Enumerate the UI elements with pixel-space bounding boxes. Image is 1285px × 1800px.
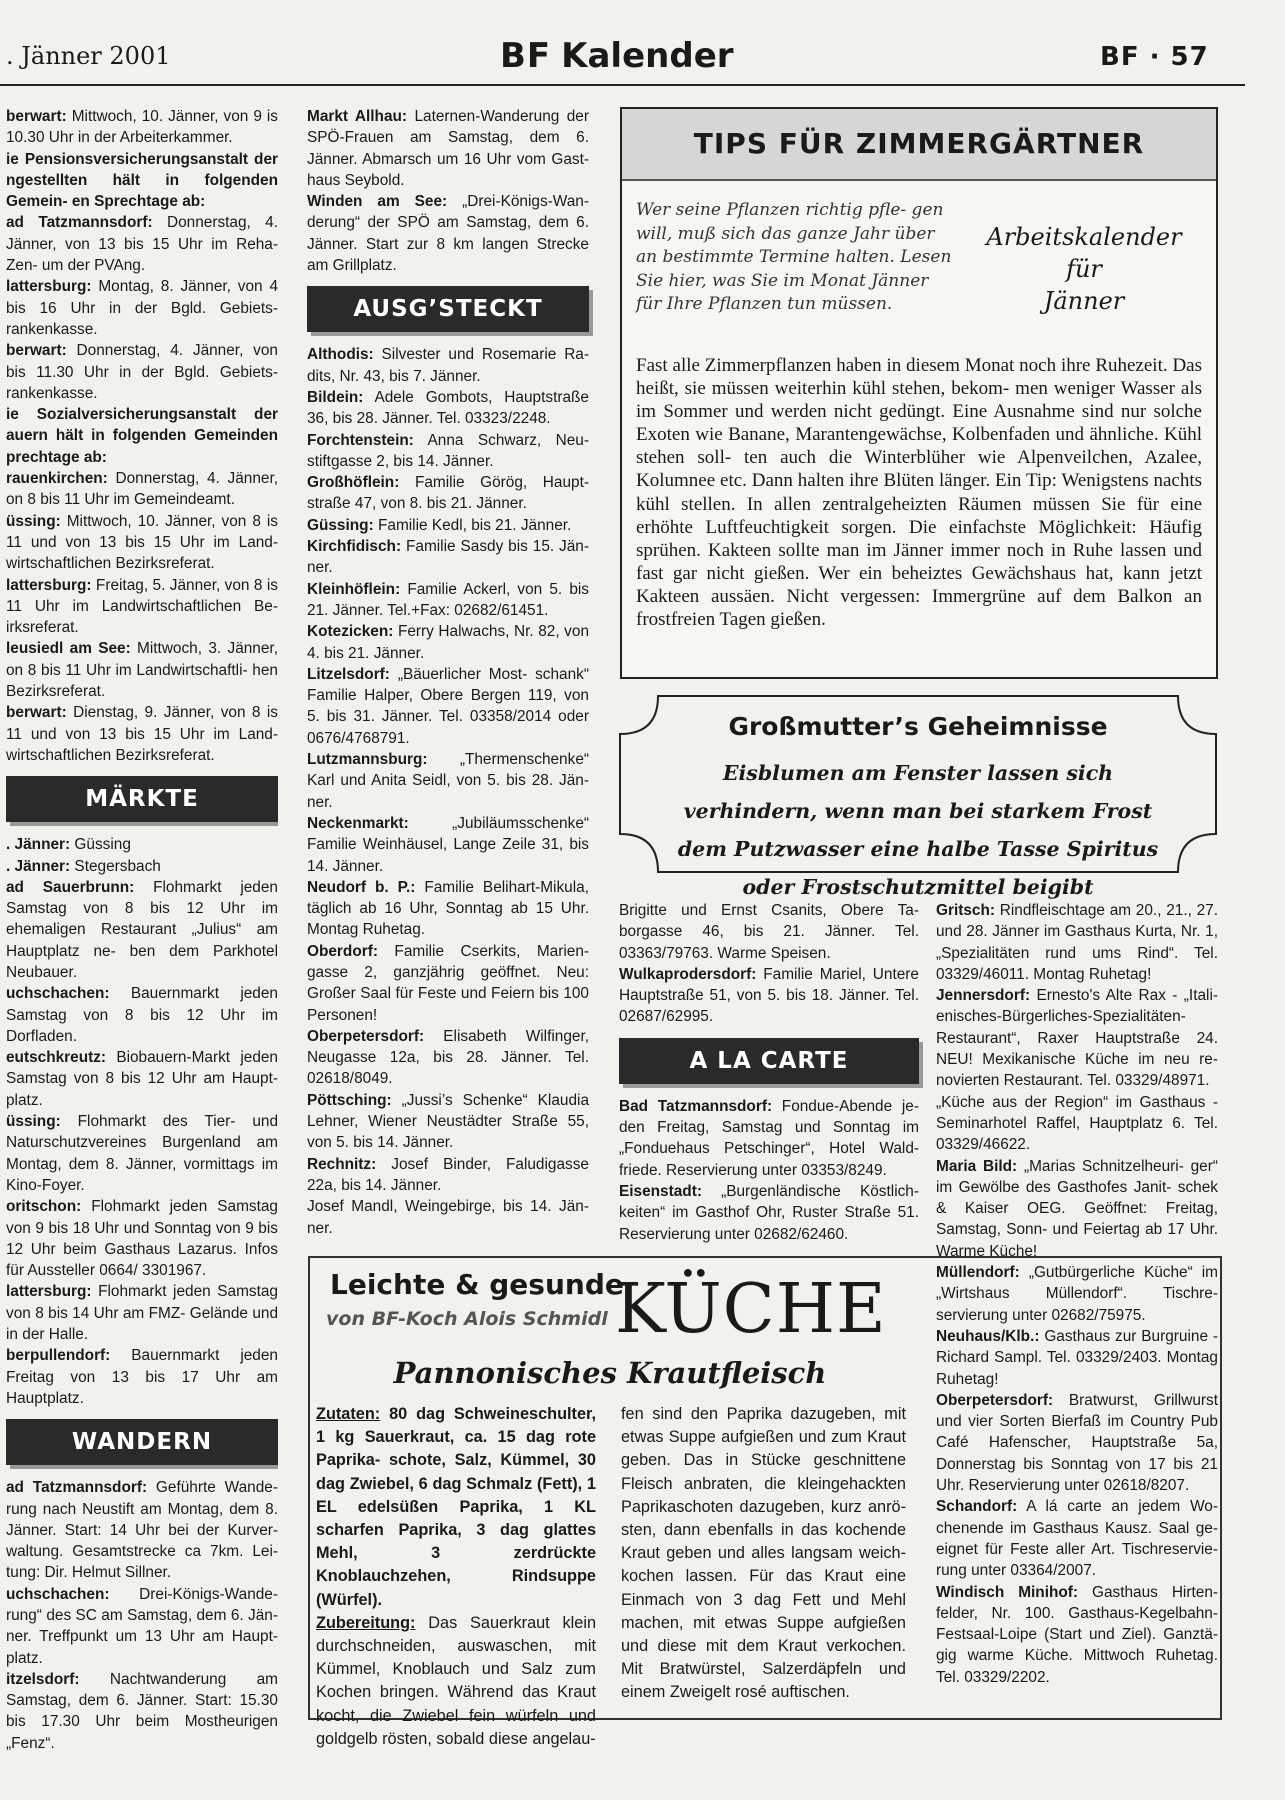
- zubereitung-label: Zubereitung:: [316, 1613, 416, 1632]
- entry-place: ad Tatzmannsdorf:: [6, 214, 153, 232]
- entry: [307, 664, 589, 749]
- entry: [6, 702, 278, 766]
- entry-text: Rindfleischtage am 20., 21., 27. und 28. Jänner im Gasthaus Kurta, Nr. 1, „Spezialitäten rund ums Rind“. Tel. 03329/46011. Montag Ruhetag!: [936, 902, 1218, 983]
- tips-side-line-2: für: [1066, 255, 1102, 283]
- entry-place: Bildein:: [307, 388, 364, 406]
- entry-place: Kotezicken:: [307, 623, 394, 641]
- entry-text: Elisabeth Wilfinger, Neugasse 12a, bis 28. Jänner. Tel. 02618/8049.: [307, 1027, 589, 1088]
- tips-box: [620, 107, 1218, 679]
- entry-place: berwart:: [6, 108, 67, 125]
- entry: [619, 1096, 919, 1181]
- entry: [307, 515, 589, 536]
- entry-text: „Thermenschenke“ Karl und Anita Seidl, von 5. bis 28. Jän- ner.: [307, 751, 589, 811]
- page-number: BF · 57: [1100, 42, 1209, 72]
- section-title: Kalender: [561, 36, 734, 76]
- entry: [6, 1477, 278, 1583]
- entry: [619, 964, 919, 1028]
- geheimnisse-heading: Großmutter’s Geheimnisse: [728, 712, 1108, 741]
- entry-text: Montag, 8. Jänner, von 4 bis 16 Uhr in der Bgld. Gebiets- rankenkasse.: [6, 278, 278, 338]
- entry-place: eutschkreutz:: [6, 1049, 107, 1067]
- entry: [307, 430, 589, 473]
- entry: [307, 191, 589, 276]
- recipe-col-1: [316, 1403, 596, 1751]
- entry-place: Oberdorf:: [307, 942, 378, 960]
- tips-body: Fast alle Zimmerpflanzen haben in diesem Monat noch ihre Ruhezeit. Das heißt, sie müssen weiterhin kühl stehen, bekom- men weniger Wasser als im Sommer und werden nicht gedüngt. Eine Ausnahme sind nur solche Exoten wie Banane, Marantengewächse, Kolbenfaden und ähnliche. Kühl stehen soll- ten auch die Winterblüher wie Alpenveilchen, Azalee, Kolumnee etc. Dann halten ihre Blüten länger. Ein Tip: Wenigstens nachts kühl stellen. In allen zentralgeheizten Räumen müssen Sie für eine erhöhte Luftfeuchtigkeit sorgen. Die einfachste Möglichkeit: Häufig sprühen. Kakteen sollte man im Jänner immer noch in Ruhe lassen und fast gar nicht gießen. Wer ein beheiztes Gewächshaus hat, kann jetzt Kakteen aussäen. Nicht vergessen: Immergrüne auf dem Balkon an frostfreien Tagen gießen.: [636, 355, 1202, 631]
- entry-text: Güssing: [70, 836, 131, 854]
- entry-text: Donnerstag, 4. Jänner, von bis 11.30 Uhr in der Bgld. Gebiets- rankenkasse.: [6, 342, 278, 402]
- entry-text: Freitag, 5. Jänner, von 8 is 11 Uhr im Landwirtschaftlichen Be- irksreferat.: [6, 576, 278, 637]
- entry: [6, 1669, 278, 1754]
- entry-place: Althodis:: [307, 346, 374, 364]
- entry-text: „Burgenländische Köstlich- keiten“ im Gasthof Ohr, Ruster Straße 51. Reservierung unter 02682/62460.: [619, 1182, 919, 1243]
- entry-place: Forchtenstein:: [307, 431, 414, 449]
- entry: [307, 621, 589, 664]
- entry: [936, 985, 1218, 1091]
- entry: [619, 1181, 919, 1245]
- bf-logo: BF: [500, 36, 552, 76]
- entry: [6, 276, 278, 340]
- entry-text: Familie Görög, Haupt- straße 47, von 8. bis 21. Jänner.: [307, 474, 589, 513]
- entry: [307, 749, 589, 813]
- entry-text: Silvester und Rosemarie Ra- dits, Nr. 43, bis 7. Jänner.: [307, 346, 589, 385]
- entry: [6, 877, 278, 983]
- entry-place: Maria Bild:: [936, 1157, 1018, 1175]
- entry-text: „Bäuerlicher Most- schank“ Familie Halper, Obere Bergen 119, von 5. bis 31. Jänner. Tel. 03358/2014 oder 0676/4768791.: [307, 665, 589, 747]
- kueche-author: von BF-Koch Alois Schmidl: [326, 1308, 608, 1330]
- maerkte-heading: MÄRKTE: [6, 776, 278, 822]
- col3-top: [619, 900, 919, 1028]
- entry-text: Josef Mandl, Weingebirge, bis 14. Jän- ner.: [307, 1198, 589, 1237]
- col3-carte: [619, 1096, 919, 1245]
- entry-text: Familie Mariel, Untere Hauptstraße 51, von 5. bis 18. Jänner. Tel. 02687/62995.: [619, 965, 919, 1026]
- entry-place: oritschon:: [6, 1198, 82, 1216]
- col1-maerkte: [6, 834, 278, 1409]
- entry: [6, 575, 278, 639]
- entry: [6, 1281, 278, 1345]
- entry-place: Eisenstadt:: [619, 1182, 702, 1200]
- entry: [936, 900, 1218, 985]
- entry-text: Drei-Königs-Wande- rung“ des SC am Samstag, dem 6. Jän- ner. Treffpunkt um 13 Uhr am Haupt- platz.: [6, 1585, 278, 1667]
- entry-place: Markt Allhau:: [307, 108, 408, 125]
- entry-text: Fondue-Abende je- den Freitag, Samstag und Sonntag im „Fonduehaus Petschinger“, Hotel Wald- friede. Reservierung unter 03353/8249.: [619, 1097, 919, 1179]
- entry-text: Geführte Wande- rung nach Neustift am Montag, dem 8. Jänner. Start: 14 Uhr bei der Kurver- waltung. Gesamtstrecke ca 7km. Lei- tung: Dir. Helmut Sillner.: [6, 1479, 278, 1582]
- entry: [6, 1047, 278, 1111]
- entry: [6, 983, 278, 1047]
- entry-place: itzelsdorf:: [6, 1670, 80, 1688]
- entry-text: Bauernmarkt jeden Freitag von 13 bis 17 Uhr am Hauptplatz.: [6, 1347, 278, 1407]
- entry-text: „Küche aus der Region“ im Gasthaus - Seminarhotel Raffel, Hauptplatz 6. Tel. 03329/46622.: [936, 1093, 1218, 1154]
- entry-place: Großhöflein:: [307, 474, 400, 492]
- entry: [307, 877, 589, 941]
- entry: [6, 212, 278, 276]
- entry-text: Stegersbach: [70, 857, 161, 875]
- entry-place: Kleinhöflein:: [307, 580, 401, 598]
- entry-place: . Jänner:: [6, 836, 71, 854]
- entry-place: leusiedl am See:: [6, 640, 131, 658]
- kueche-title-main: KÜCHE: [615, 1270, 887, 1349]
- entry-text: Familie Ackerl, von 5. bis 21. Jänner. Tel.+Fax: 02682/61451.: [307, 580, 589, 619]
- entry-place: Neudorf b. P.:: [307, 878, 416, 896]
- tips-heading: TIPS FÜR ZIMMERGÄRTNER: [622, 109, 1216, 181]
- entry-place: berwart:: [6, 704, 67, 722]
- entry-text: „Drei-Königs-Wan- derung“ der SPÖ am Samstag, dem 6. Jänner. Start zur 8 km langen Strecke am Grillplatz.: [307, 193, 589, 275]
- entry-place: Kirchfidisch:: [307, 538, 402, 556]
- entry: [6, 340, 278, 404]
- entry: [307, 1154, 589, 1197]
- page-title: [500, 36, 734, 76]
- entry-place: Oberpetersdorf:: [936, 1391, 1054, 1409]
- entry-place: lattersburg:: [6, 278, 92, 296]
- entry-place: ie Sozialversicherungsanstalt der auern hält in folgenden Gemeinden prechtage ab:: [6, 406, 278, 466]
- entry-text: Nachtwanderung am Samstag, dem 6. Jänner. Start: 15.30 bis 17.30 Uhr beim Mostheurigen „Fenz“.: [6, 1670, 278, 1752]
- entry-text: Familie Belihart-Mikula, täglich ab 16 Uhr, Sonntag ab 15 Uhr. Montag Ruhetag.: [307, 878, 589, 939]
- entry: [936, 1092, 1218, 1156]
- column-1: [6, 106, 278, 1754]
- entry: [307, 1090, 589, 1154]
- entry-text: Dienstag, 9. Jänner, von 8 is 11 und von 13 bis 15 Uhr im Land- wirtschaftlichen Bezirksreferat.: [6, 704, 278, 764]
- entry-place: Pöttsching:: [307, 1091, 392, 1109]
- entry-text: Bauernmarkt jeden Samstag von 8 bis 12 Uhr im Dorfladen.: [6, 985, 278, 1045]
- entry-text: Laternen-Wanderung der SPÖ-Frauen am Samstag, dem 6. Jänner. Abmarsch um 16 Uhr vom Gast- haus Seybold.: [307, 108, 589, 189]
- entry-text: Familie Cserkits, Marien- gasse 2, ganzjährig geöffnet. Neu: Großer Saal für Feste und Feiern bis 100 Personen!: [307, 942, 589, 1024]
- entry: [6, 1345, 278, 1409]
- entry: [307, 106, 589, 191]
- entry-text: „Jussi’s Schenke“ Klaudia Lehner, Wiener Neustädter Straße 55, von 5. bis 14. Jänner.: [307, 1091, 589, 1152]
- ausgsteckt-heading: AUSG’STECKT: [307, 286, 589, 332]
- entry-text: Mittwoch, 3. Jänner, on 8 bis 11 Uhr im Landwirtschaftli- hen Bezirksreferat.: [6, 640, 278, 701]
- zubereitung-text: Das Sauerkraut klein durchschneiden, auswaschen, mit Kümmel, Knoblauch und Salz zum Kochen bringen. Während das Kraut kocht, die Zwiebel fein würfeln und goldgelb rösten, sobald diese angelau-: [316, 1613, 596, 1748]
- entry-place: Neckenmarkt:: [307, 814, 409, 832]
- entry: [6, 1111, 278, 1196]
- entry-place: . Jänner:: [6, 857, 71, 875]
- entry-text: Ernesto's Alte Rax - „Itali- enisches-Bürgerliches-Spezialitäten- Restaurant“, Raxer Hauptstraße 24. NEU! Mexikanische Küche im neu re- novierten Restaurant. Tel. 03329/48971.: [936, 987, 1218, 1090]
- entry-text: Mittwoch, 10. Jänner, von 9 is 10.30 Uhr in der Arbeiterkammer.: [6, 108, 278, 147]
- entry-place: Windisch Minihof:: [936, 1583, 1079, 1601]
- entry-place: ad Tatzmannsdorf:: [6, 1479, 148, 1497]
- entry: [307, 472, 589, 515]
- entry-text: Bratwurst, Grillwurst und vier Sorten Bierfaß im Country Pub Café Hafenscher, Hauptstraße 5a, Donnerstag bis Sonntag von 17 bis 21 Uhr. Reservierung unter 02618/8207.: [936, 1391, 1218, 1495]
- entry-place: Gritsch:: [936, 902, 996, 919]
- entry: [6, 1584, 278, 1669]
- entry-place: Schandorf:: [936, 1498, 1018, 1516]
- entry-place: Neuhaus/Klb.:: [936, 1327, 1040, 1345]
- entry: [6, 1196, 278, 1281]
- entry-place: Oberpetersdorf:: [307, 1027, 425, 1045]
- entry-text: „Jubiläumsschenke“ Familie Weinhäusel, Lange Zeile 31, bis 14. Jänner.: [307, 814, 589, 875]
- entry-text: Adele Gombots, Hauptstraße 36, bis 28. Jänner. Tel. 03323/2248.: [307, 388, 589, 428]
- entry-text: Donnerstag, 4. Jänner, on 8 bis 11 Uhr im Gemeindeamt.: [6, 470, 278, 509]
- entry-place: Lutzmannsburg:: [307, 751, 428, 769]
- entry-text: Donnerstag, 4. Jänner, von 13 bis 15 Uhr im Reha-Zen- um der PVAng.: [6, 214, 278, 275]
- entry: [6, 404, 278, 468]
- entry-text: Gasthaus Hirten- felder, Nr. 100. Gasthaus-Kegelbahn- Festsaal-Loipe (Start und Ziel). Ganztä- gig warme Küche. Mittwoch Ruhetag. Tel. 03329/2202.: [936, 1583, 1218, 1686]
- entry-place: berwart:: [6, 342, 67, 360]
- a-la-carte-heading: A LA CARTE: [619, 1038, 919, 1084]
- entry-text: Flohmarkt jeden Samstag von 8 bis 14 Uhr am FMZ- Gelände und in der Halle.: [6, 1283, 278, 1344]
- column-3: [619, 900, 919, 1245]
- entry-text: Brigitte und Ernst Csanits, Obere Ta- borgasse 46, bis 21. Jänner. Tel. 03363/79763. Warme Speisen.: [619, 902, 919, 962]
- entry: [6, 468, 278, 511]
- entry: [619, 900, 919, 964]
- entry: [307, 813, 589, 877]
- entry-text: „Gutbürgerliche Küche“ im „Wirtshaus Müllendorf“. Tischre- servierung unter 02682/75975.: [936, 1264, 1218, 1324]
- entry: [307, 941, 589, 1026]
- entry-place: ie Pensionsversicherungsanstalt der ngestellten hält in folgenden Gemein- en Sprechtage ab:: [6, 150, 278, 211]
- kueche-title-1: Leichte & gesunde: [330, 1268, 624, 1301]
- entry: [6, 638, 278, 702]
- entry-place: Güssing:: [307, 516, 374, 534]
- entry-text: Flohmarkt jeden Samstag von 8 bis 12 Uhr im ehemaligen Restaurant „Julius“ am Hauptplatz ne- ben dem Parkhotel Neubauer.: [6, 878, 278, 981]
- entry-text: Ferry Halwachs, Nr. 82, von 4. bis 21. Jänner.: [307, 623, 589, 662]
- entry-text: Anna Schwarz, Neu- stiftgasse 2, bis 14. Jänner.: [307, 431, 589, 470]
- geheimnisse-box: [618, 694, 1218, 899]
- zutaten-label: Zutaten:: [316, 1405, 381, 1423]
- entry: [307, 1196, 589, 1239]
- entry-place: Winden am See:: [307, 193, 448, 211]
- entry: [307, 579, 589, 622]
- entry-place: üssing:: [6, 1113, 61, 1131]
- entry-place: Müllendorf:: [936, 1264, 1020, 1282]
- col2-ausgsteckt: [307, 344, 589, 1238]
- entry-place: berpullendorf:: [6, 1347, 111, 1365]
- tips-side-line-1: Arbeitskalender: [986, 223, 1182, 251]
- entry: [936, 1156, 1218, 1262]
- tips-intro: Wer seine Pflanzen richtig pfle- gen will, muß sich das ganze Jahr über an bestimmte Termine halten. Lesen Sie hier, was Sie im Monat Jänner für Ihre Pflanzen tun müssen.: [636, 200, 952, 314]
- wandern-heading: WANDERN: [6, 1419, 278, 1465]
- entry-place: uchschachen:: [6, 1585, 110, 1603]
- col1-intro: [6, 106, 278, 766]
- entry: [307, 387, 589, 430]
- entry-place: lattersburg:: [6, 1283, 92, 1301]
- entry-place: rauenkirchen:: [6, 470, 108, 488]
- geheimnisse-text: Eisblumen am Fenster lassen sich verhindern, wenn man bei starkem Frost dem Putzwasser eine halbe Tasse Spiritus oder Frostschutzmittel beigibt: [677, 761, 1159, 899]
- entry-text: Gasthaus zur Burgruine - Richard Sampl. Tel. 03329/2403. Montag Ruhetag!: [936, 1327, 1218, 1388]
- entry-place: lattersburg:: [6, 576, 92, 594]
- tips-side-title: [974, 221, 1194, 317]
- tips-side-line-3: Jänner: [1043, 287, 1125, 315]
- entry-place: Jennersdorf:: [936, 987, 1031, 1005]
- entry-text: Josef Binder, Faludigasse 22a, bis 14. Jänner.: [307, 1155, 589, 1194]
- issue-date: . Jänner 2001: [6, 42, 171, 70]
- entry: [307, 1026, 589, 1090]
- entry-place: uchschachen:: [6, 985, 110, 1003]
- column-2: [307, 106, 589, 1239]
- col1-wandern: [6, 1477, 278, 1754]
- entry-text: Flohmarkt jeden Samstag von 9 bis 18 Uhr und Sonntag von 9 bis 12 Uhr beim Gasthaus Lazarus. Infos für Aussteller 0664/ 3301967.: [6, 1198, 278, 1280]
- entry: [6, 106, 278, 149]
- entry-text: Familie Sasdy bis 15. Jän- ner.: [307, 538, 589, 577]
- entry-place: Wulkaprodersdorf:: [619, 965, 757, 983]
- entry-text: Mittwoch, 10. Jänner, von 8 is 11 und von 13 bis 15 Uhr im Land- wirtschaftlichen Bezirksreferat.: [6, 512, 278, 573]
- entry-text: Familie Kedl, bis 21. Jänner.: [373, 516, 572, 534]
- entry: [307, 344, 589, 387]
- kueche-box: [308, 1256, 1222, 1748]
- col2-wandern: [307, 106, 589, 276]
- zutaten-text: 80 dag Schweineschulter, 1 kg Sauerkraut, ca. 15 dag rote Paprika- schote, Salz, Kümmel, 30 dag Zwiebel, 6 dag Schmalz (Fett), 1 EL edelsüßen Paprika, 1 KL scharfen Paprika, 3 dag glattes Mehl, 3 zerdrückte Knoblauchzehen, Rindsuppe (Würfel).: [316, 1405, 596, 1609]
- entry: [6, 856, 278, 877]
- entry-text: Flohmarkt des Tier- und Naturschutzvereines Burgenland am Montag, dem 8. Jänner, vormittags im Kino-Foyer.: [6, 1113, 278, 1194]
- entry: [6, 511, 278, 575]
- entry-place: ad Sauerbrunn:: [6, 878, 135, 896]
- entry-text: A lá carte an jedem Wo- chenende im Gasthaus Kausz. Saal ge- eignet für Feste aller Art. Tischreservie- rung unter 03364/2007.: [936, 1498, 1218, 1580]
- entry-place: Bad Tatzmannsdorf:: [619, 1097, 773, 1115]
- entry-place: Rechnitz:: [307, 1155, 377, 1173]
- recipe-title: Pannonisches Krautfleisch: [393, 1356, 827, 1390]
- recipe-col-2: fen sind den Paprika dazugeben, mit etwas Suppe aufgießen und zum Kraut geben. Das in Stücke geschnittene Fleisch anbraten, die kleingehackten Paprikaschoten dazugeben, kurz anrö- sten, dann ebenfalls in das kochende Kraut geben und alles langsam weich- kochen lassen. Für das Kraut eine Einmach von 3 dag Fett und Mehl machen, mit etwas Suppe aufgießen und diese mit dem Kraut verkochen. Mit Bratwürstel, Salzerdäpfeln und einem Zweigelt rosé auftischen.: [621, 1405, 906, 1702]
- entry-text: „Marias Schnitzelheuri- ger“ im Gewölbe des Gasthofes Janit- schek & Kaiser OEG. Geöffnet: Freitag, Samstag, Sonn- und Feiertag ab 17 Uhr. Warme Küche!: [936, 1157, 1218, 1260]
- header-rule: [0, 84, 1245, 86]
- entry-place: Litzelsdorf:: [307, 665, 390, 683]
- entry-text: Biobauern-Markt jeden Samstag von 8 bis 12 Uhr am Haupt- platz.: [6, 1049, 278, 1109]
- entry-place: üssing:: [6, 512, 61, 530]
- entry: [307, 536, 589, 579]
- entry: [6, 834, 278, 855]
- entry: [6, 149, 278, 213]
